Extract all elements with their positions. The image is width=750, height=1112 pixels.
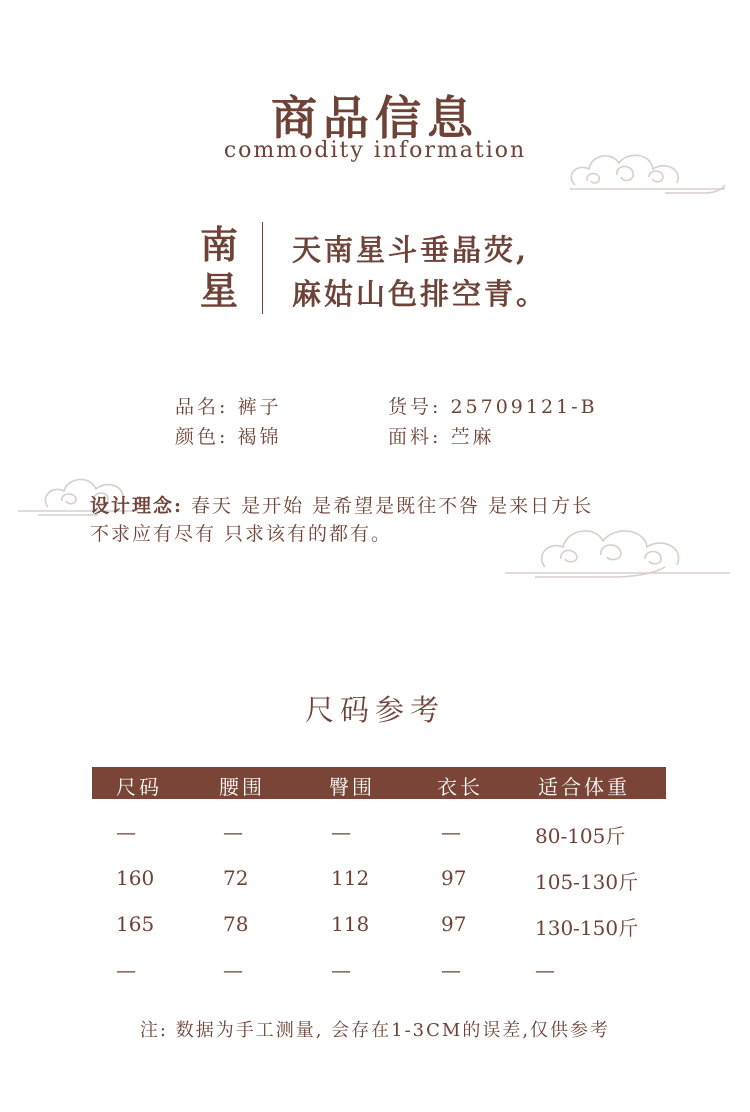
size-table-body (92, 820, 666, 980)
table-cell: 130-150斤 (535, 916, 639, 940)
design-concept (90, 492, 690, 548)
column-header-weight: 适合体重 (538, 775, 630, 799)
poem-line: 天南星斗垂晶荧, (292, 233, 530, 267)
table-cell: — (223, 958, 243, 982)
product-sku-label: 货号: (388, 396, 442, 418)
table-cell: — (441, 958, 461, 982)
poem-name (196, 222, 242, 314)
column-header-size: 尺码 (116, 775, 162, 799)
page-subtitle: commodity information (223, 138, 527, 163)
column-header-waist: 腰围 (219, 775, 265, 799)
poem-line: 麻姑山色排空青。 (292, 277, 549, 311)
product-name-value: 裤子 (237, 396, 282, 418)
measurement-note: 注: 数据为手工测量, 会存在1-3CM的误差,仅供参考 (139, 1020, 611, 1041)
column-header-length: 衣长 (437, 775, 483, 799)
product-color (175, 422, 281, 449)
table-cell: 80-105斤 (535, 824, 626, 848)
size-chart-title: 尺码参考 (304, 693, 445, 727)
product-fabric-value: 苎麻 (450, 426, 495, 448)
product-name-label: 品名: (175, 396, 229, 418)
table-cell: — (331, 820, 351, 844)
poem-name-char: 星 (199, 268, 238, 313)
poem-divider (262, 222, 263, 314)
product-color-label: 颜色: (175, 426, 229, 448)
table-cell: 112 (331, 866, 370, 890)
product-fabric (388, 422, 494, 449)
table-cell: 118 (331, 912, 370, 936)
design-concept-line: 不求应有尽有 只求该有的都有。 (90, 523, 393, 545)
table-cell: — (116, 958, 136, 982)
poem-name-char: 南 (199, 222, 238, 267)
table-cell: — (441, 820, 461, 844)
table-cell: 78 (223, 912, 249, 936)
product-sku-value: 25709121-B (450, 396, 598, 418)
design-concept-line (90, 492, 690, 520)
cloud-ornament-icon (565, 145, 730, 200)
product-color-value: 褐锦 (237, 426, 282, 448)
table-cell: 97 (441, 866, 467, 890)
product-fabric-label: 面料: (388, 426, 442, 448)
table-cell: 72 (223, 866, 249, 890)
design-concept-label: 设计理念: (90, 495, 184, 517)
table-cell: — (535, 958, 555, 982)
column-header-hip: 臀围 (329, 775, 375, 799)
table-cell: 97 (441, 912, 467, 936)
table-cell: — (116, 820, 136, 844)
product-sku (388, 392, 598, 419)
table-cell: — (223, 820, 243, 844)
size-table-header (92, 767, 666, 799)
table-cell: 165 (116, 912, 155, 936)
table-cell: 160 (116, 866, 155, 890)
table-cell: 105-130斤 (535, 870, 639, 894)
product-name (175, 392, 281, 419)
page-title: 商品信息 (271, 91, 479, 145)
design-concept-text: 春天 是开始 是希望是既往不咎 是来日方长 (183, 495, 594, 517)
table-cell: — (331, 958, 351, 982)
